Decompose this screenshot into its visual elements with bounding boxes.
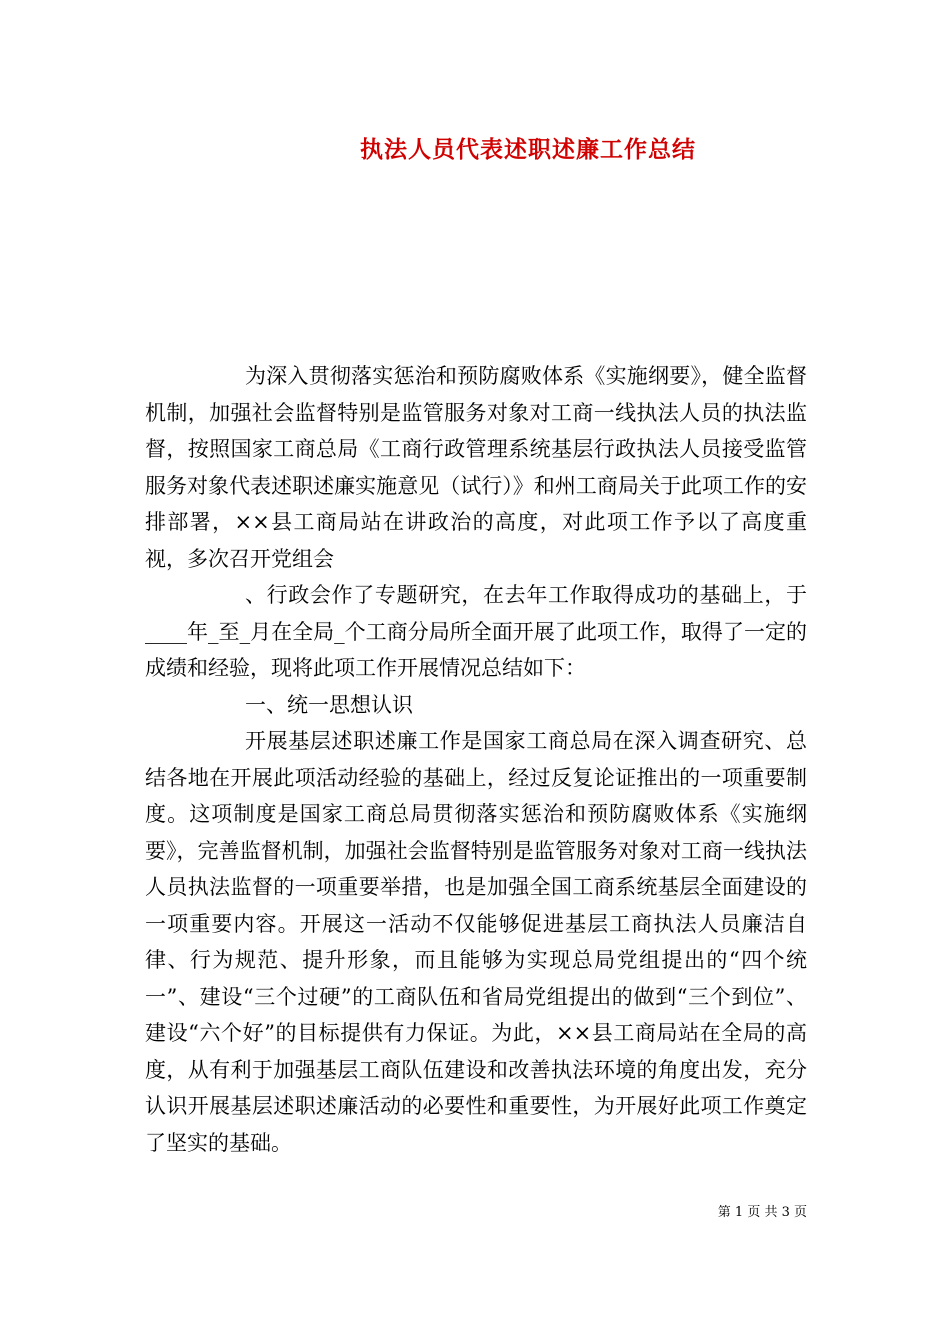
paragraph-intro: 为深入贯彻落实惩治和预防腐败体系《实施纲要》，健全监督机制，加强社会监督特别是监管服务对象对工商一线执法人员的执法监督，按照国家工商总局《工商行政管理系统基层行政执法人员接受监管服务对象代表述职述廉实施意见（试行）》和州工商局关于此项工作的安排部署，××县工商局站在讲政治的高度，对此项工作予以了高度重视，多次召开党组会 (145, 364, 807, 571)
paragraph-continuation: 、行政会作了专题研究，在去年工作取得成功的基础上，于____年_至_月在全局_个工商分局所全面开展了此项工作，取得了一定的成绩和经验，现将此项工作开展情况总结如下： (145, 583, 807, 680)
section-heading: 一、统一思想认识 (245, 692, 413, 717)
page-title: 执法人员代表述职述廉工作总结 (360, 136, 696, 163)
page-footer: 第 1 页 共 3 页 (717, 1205, 807, 1220)
document-body (145, 358, 807, 1161)
paragraph-section-body: 开展基层述职述廉工作是国家工商总局在深入调查研究、总结各地在开展此项活动经验的基础上，经过反复论证推出的一项重要制度。这项制度是国家工商总局贯彻落实惩治和预防腐败体系《实施纲要》，完善监督机制，加强社会监督特别是监管服务对象对工商一线执法人员执法监督的一项重要举措，也是加强全国工商系统基层全面建设的一项重要内容。开展这一活动不仅能够促进基层工商执法人员廉洁自律、行为规范、提升形象，而且能够为实现总局党组提出的“四个统一”、建设“三个过硬”的工商队伍和省局党组提出的做到“三个到位”、建设“六个好”的目标提供有力保证。为此，××县工商局站在全局的高度，从有利于加强基层工商队伍建设和改善执法环境的角度出发，充分认识开展基层述职述廉活动的必要性和重要性，为开展好此项工作奠定了坚实的基础。 (145, 729, 807, 1155)
